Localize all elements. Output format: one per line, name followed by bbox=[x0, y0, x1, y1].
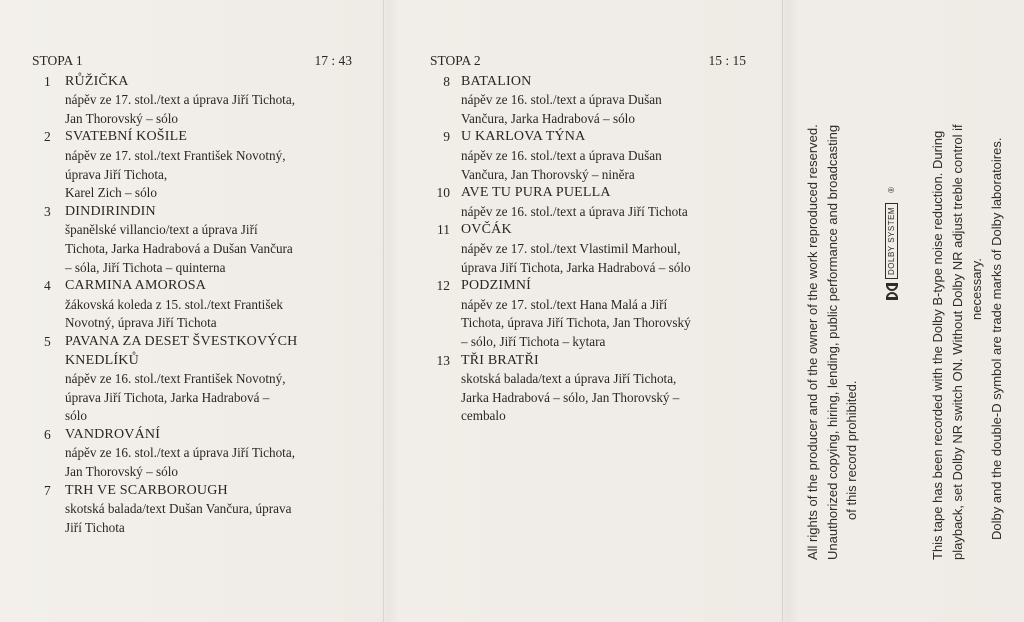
dolby-notice bbox=[928, 124, 1006, 560]
track-item bbox=[32, 277, 352, 333]
track-number: 12 bbox=[436, 278, 450, 294]
track-title: SVATEBNÍ KOŠILE bbox=[65, 129, 188, 145]
side-2-panel bbox=[430, 52, 746, 426]
side-2-header bbox=[430, 52, 746, 71]
track-credit-line: Vančura, Jan Thorovský – niněra bbox=[461, 166, 635, 182]
track-credit-line: španělské villancio/text a úprava Jiří bbox=[65, 222, 258, 238]
track-item bbox=[32, 482, 352, 538]
side-label: STOPA 2 bbox=[430, 53, 481, 68]
track-credit-line: nápěv ze 16. stol./text František Novotný, bbox=[65, 371, 286, 387]
track-credit-line: – sólo, Jiří Tichota – kytara bbox=[461, 333, 606, 349]
registered-mark: ® bbox=[887, 187, 896, 193]
track-credit-line: Jan Thorovský – sólo bbox=[65, 110, 178, 126]
track-credit-line: Vančura, Jarka Hadrabová – sólo bbox=[461, 110, 635, 126]
track-title: OVČÁK bbox=[461, 222, 512, 238]
track-title: TŘI BRATŘI bbox=[461, 352, 539, 368]
side-label: STOPA 1 bbox=[32, 53, 83, 68]
track-item bbox=[32, 73, 352, 129]
track-credit-line: sólo bbox=[65, 408, 87, 424]
track-item bbox=[430, 128, 746, 184]
track-credit-line: Tichota, úprava Jiří Tichota, Jan Thorovský bbox=[461, 315, 691, 331]
track-item bbox=[430, 221, 746, 277]
track-item bbox=[430, 184, 746, 221]
track-item bbox=[430, 73, 746, 129]
track-title: PAVANA ZA DESET ŠVESTKOVÝCH KNEDLÍKŮ bbox=[65, 333, 298, 368]
track-item bbox=[32, 333, 352, 426]
side-duration: 15 : 15 bbox=[708, 53, 746, 68]
rights-notice bbox=[803, 124, 862, 560]
dolby-line: This tape has been recorded with the Dolby B-type noise reduction. During bbox=[930, 130, 945, 560]
side-duration: 17 : 43 bbox=[314, 53, 352, 68]
track-title: VANDROVÁNÍ bbox=[65, 426, 161, 442]
track-item bbox=[32, 203, 352, 277]
track-item bbox=[430, 352, 746, 426]
side-1-header bbox=[32, 52, 352, 71]
track-number: 11 bbox=[437, 222, 450, 238]
track-list bbox=[32, 73, 352, 538]
track-credit-line: nápěv ze 16. stol./text a úprava Dušan bbox=[461, 92, 662, 108]
track-number: 9 bbox=[443, 129, 450, 145]
dolby-logo bbox=[885, 187, 898, 300]
track-title: RŮŽIČKA bbox=[65, 73, 129, 89]
track-title: AVE TU PURA PUELLA bbox=[461, 185, 611, 201]
track-item bbox=[32, 426, 352, 482]
dolby-line: Dolby and the double-D symbol are trade marks of Dolby laboratoires. bbox=[988, 137, 1004, 540]
track-item bbox=[430, 277, 746, 351]
track-credit-line: cembalo bbox=[461, 408, 506, 424]
track-item bbox=[32, 128, 352, 202]
track-credit-line: skotská balada/text Dušan Vančura, úprava bbox=[65, 501, 292, 517]
track-credit-line: nápěv ze 16. stol./text a úprava Jiří Tichota bbox=[461, 203, 688, 219]
track-credit-line: – sóla, Jiří Tichota – quinterna bbox=[65, 259, 226, 275]
track-credit-line: Jarka Hadrabová – sólo, Jan Thorovský – bbox=[461, 389, 680, 405]
track-number: 4 bbox=[44, 278, 51, 294]
track-number: 3 bbox=[44, 203, 51, 219]
track-credit-line: nápěv ze 16. stol./text a úprava Dušan bbox=[461, 147, 662, 163]
rights-line: Unauthorized copying, hiring, lending, public performance and broadcasting bbox=[824, 124, 840, 560]
track-credit-line: úprava Jiří Tichota, Jarka Hadrabová – sólo bbox=[461, 259, 691, 275]
track-list bbox=[430, 73, 746, 426]
track-credit-line: nápěv ze 17. stol./text František Novotný, bbox=[65, 147, 286, 163]
double-d-icon bbox=[886, 283, 898, 300]
rights-line: All rights of the producer and of the owner of the work reproduced reserved. bbox=[805, 124, 820, 560]
track-credit-line: Karel Zich – sólo bbox=[65, 185, 157, 201]
track-credit-line: nápěv ze 17. stol./text Hana Malá a Jiří bbox=[461, 296, 668, 312]
track-title: U KARLOVA TÝNA bbox=[461, 129, 586, 145]
track-title: DINDIRINDIN bbox=[65, 203, 156, 219]
track-number: 10 bbox=[436, 185, 450, 201]
fold-line bbox=[782, 0, 783, 622]
dolby-logo-text: DOLBY SYSTEM bbox=[885, 203, 898, 279]
track-number: 7 bbox=[44, 482, 51, 498]
rights-line: of this record prohibited. bbox=[844, 380, 859, 520]
track-credit-line: Novotný, úprava Jiří Tichota bbox=[65, 315, 217, 331]
fold-line bbox=[383, 0, 384, 622]
track-credit-line: nápěv ze 17. stol./text a úprava Jiří Tichota, bbox=[65, 92, 296, 108]
track-number: 13 bbox=[436, 352, 450, 368]
dolby-line: playback, set Dolby NR switch ON. Without Dolby NR adjust treble control if bbox=[949, 124, 965, 560]
track-credit-line: Jan Thorovský – sólo bbox=[65, 464, 178, 480]
track-credit-line: Jiří Tichota bbox=[65, 519, 125, 535]
track-credit-line: skotská balada/text a úprava Jiří Tichota, bbox=[461, 371, 677, 387]
track-number: 8 bbox=[443, 73, 450, 89]
track-title: BATALION bbox=[461, 73, 532, 89]
track-credit-line: úprava Jiří Tichota, Jarka Hadrabová – bbox=[65, 389, 270, 405]
track-title: CARMINA AMOROSA bbox=[65, 278, 207, 294]
side-1-panel bbox=[32, 52, 352, 537]
track-credit-line: Tichota, Jarka Hadrabová a Dušan Vančura bbox=[65, 240, 293, 256]
dolby-line: necessary. bbox=[969, 258, 984, 320]
track-credit-line: žákovská koleda z 15. stol./text František bbox=[65, 296, 283, 312]
track-number: 5 bbox=[44, 333, 51, 349]
track-title: PODZIMNÍ bbox=[461, 278, 532, 294]
track-title: TRH VE SCARBOROUGH bbox=[65, 482, 228, 498]
track-number: 6 bbox=[44, 426, 51, 442]
track-credit-line: úprava Jiří Tichota, bbox=[65, 166, 168, 182]
track-number: 2 bbox=[44, 129, 51, 145]
track-credit-line: nápěv ze 16. stol./text a úprava Jiří Tichota, bbox=[65, 445, 296, 461]
track-credit-line: nápěv ze 17. stol./text Vlastimil Marhoul, bbox=[461, 240, 681, 256]
track-number: 1 bbox=[44, 73, 51, 89]
